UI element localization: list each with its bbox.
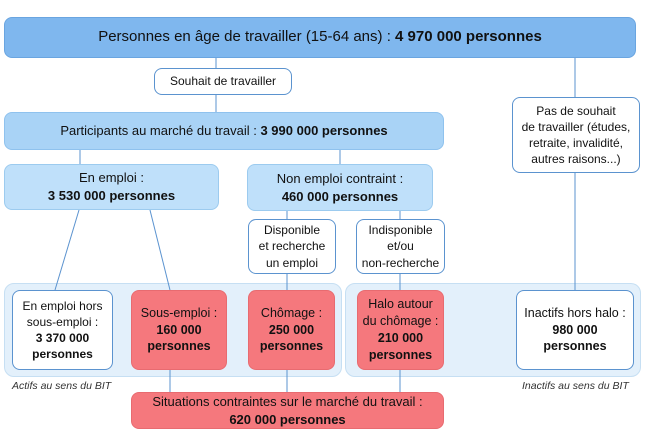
- underemployment-box: [131, 290, 227, 370]
- employed-value: 3 530 000 personnes: [47, 188, 176, 203]
- emp-no-under-line: En emploi hors: [22, 298, 103, 313]
- constrained-non-employment-box: [247, 164, 433, 211]
- underemployment-value: personnes: [147, 339, 211, 354]
- employed-label: En emploi :: [78, 170, 145, 186]
- unavailable-not-seeking-box: [356, 219, 445, 274]
- emp-no-under-value: 3 370 000: [35, 331, 90, 345]
- available-seeking-box: [248, 219, 336, 274]
- unemployment-value: 250 000: [268, 322, 315, 337]
- no-wish-line: retraite, invalidité,: [528, 136, 624, 150]
- halo-line: du chômage :: [362, 314, 439, 329]
- available-line: Disponible: [263, 223, 321, 238]
- emp-no-under-line: sous-emploi :: [26, 314, 99, 329]
- halo-value: personnes: [368, 347, 433, 362]
- emp-no-under-value: personnes: [32, 347, 93, 362]
- constrained-value: 620 000 personnes: [229, 411, 346, 427]
- employed-not-underemployed-box: [12, 290, 113, 370]
- unavailable-line: non-recherche: [361, 255, 440, 270]
- wish-to-work-box: [154, 68, 292, 95]
- working-age-value: 4 970 000 personnes: [395, 28, 542, 46]
- available-line: un emploi: [265, 255, 318, 270]
- no-wish-to-work-box: [512, 97, 640, 173]
- working-age-label: Personnes en âge de travailler (15-64 ans) :: [98, 28, 396, 46]
- constrained-label: Situations contraintes sur le marché du travail :: [152, 393, 423, 409]
- note-inactifs: Inactifs au sens du BIT: [522, 380, 629, 392]
- halo-line: Halo autour: [368, 297, 433, 312]
- working-age-population-box: [4, 17, 636, 58]
- no-wish-line: Pas de souhait: [536, 103, 616, 118]
- non-employment-label: Non emploi contraint :: [276, 170, 404, 186]
- employed-box: [4, 164, 219, 210]
- no-wish-line: de travailler (études,: [521, 119, 631, 134]
- underemployment-label: Sous-emploi :: [140, 305, 218, 320]
- note-actifs: Actifs au sens du BIT: [12, 380, 112, 392]
- participants-label: Participants au marché du travail :: [60, 123, 261, 139]
- no-wish-line: autres raisons...): [531, 152, 621, 167]
- unavailable-line: Indisponible: [368, 223, 433, 238]
- unemployment-box: [248, 290, 335, 370]
- labour-market-participants-box: [4, 112, 444, 150]
- wish-to-work-label: Souhait de travailler: [169, 74, 277, 89]
- inactive-label: Inactifs hors halo :: [524, 305, 626, 320]
- unemployment-halo-box: [357, 290, 444, 370]
- unavailable-line: et/ou: [387, 239, 414, 254]
- unemployment-label: Chômage :: [260, 305, 323, 320]
- inactive-outside-halo-box: [516, 290, 634, 370]
- inactive-value: personnes: [543, 339, 607, 354]
- available-line: et recherche: [258, 239, 326, 254]
- unemployment-value: personnes: [259, 339, 324, 354]
- non-employment-value: 460 000 personnes: [281, 188, 399, 204]
- participants-value: 3 990 000 personnes: [260, 123, 388, 139]
- inactive-value: 980 000: [552, 322, 598, 337]
- underemployment-value: 160 000: [156, 322, 202, 337]
- constrained-situations-box: [131, 392, 444, 429]
- halo-value: 210 000: [377, 331, 424, 345]
